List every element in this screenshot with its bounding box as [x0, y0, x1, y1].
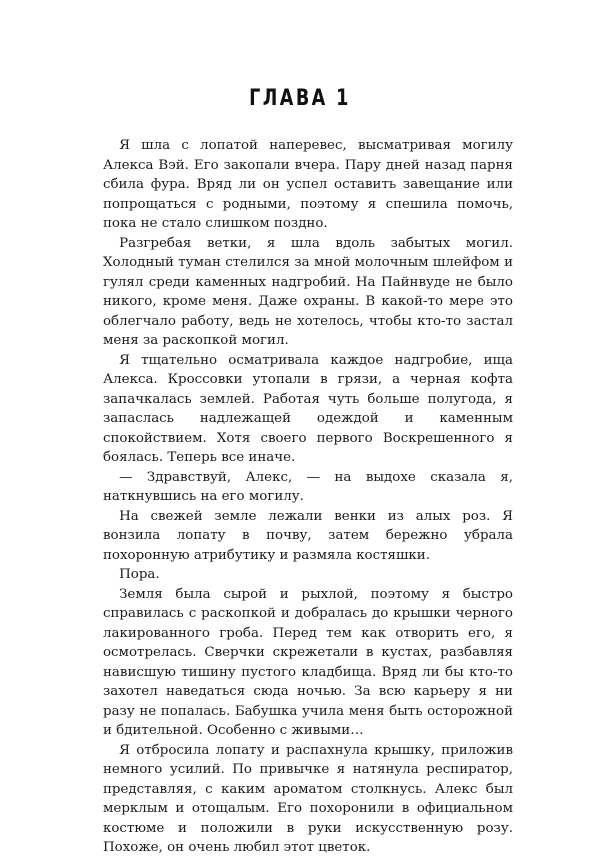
paragraph: Я отбросила лопату и распахнула крышку, приложив немного усилий. По привычке я натянула респиратор, представляя, с каким ароматом столкнусь. Алекс был мерклым и отощалым. Его похоронили в официальном костюме и положили в руки искусственную розу. Похоже, он очень любил этот цветок. — [103, 742, 513, 855]
chapter-body — [103, 136, 513, 858]
paragraph: Я тщательно осматривала каждое надгробие, ища Алекса. Кроссовки утопали в грязи, а черная кофта запачкалась землей. Работая чуть больше полугода, я запаслась надлежащей одеждой и каменным спокойствием. Хотя своего первого Воскрешенного я боялась. Теперь все иначе. — [103, 352, 513, 465]
paragraph: Земля была сырой и рыхлой, поэтому я быстро справилась с раскопкой и добралась до крышки черного лакированного гроба. Перед тем как отворить его, я осмотрелась. Сверчки скрежетали в кустах, разбавляя нависшую тишину пустого кладбища. Вряд ли бы кто-то захотел наведаться сюда ночью. За всю карьеру я ни разу не попалась. Бабушка учила меня быть осторожной и бдительной. Особенно с живыми… — [103, 586, 513, 738]
paragraph: Я шла с лопатой наперевес, высматривая могилу Алекса Вэй. Его закопали вчера. Пару дней назад парня сбила фура. Вряд ли он успел оставить завещание или попрощаться с родными, поэтому я спешила помочь, пока не стало слишком поздно. — [103, 138, 513, 231]
paragraph: Разгребая ветки, я шла вдоль забытых могил. Холодный туман стелился за мной молочным шлейфом и гулял среди каменных надгробий. На Пайнвуде не было никого, кроме меня. Даже охраны. В какой-то мере это облегчало работу, ведь не хотелось, чтобы кто-то застал меня за раскопкой могил. — [103, 235, 513, 348]
paragraph: — Здравствуй, Алекс, — на выдохе сказала я, наткнувшись на его могилу. — [103, 469, 513, 504]
paragraph: Пора. — [119, 567, 160, 582]
paragraph: На свежей земле лежали венки из алых роз. Я вонзила лопату в почву, затем бережно убрала похоронную атрибутику и размяла костяшки. — [103, 508, 513, 563]
chapter-title: ГЛАВА 1 — [249, 86, 351, 111]
